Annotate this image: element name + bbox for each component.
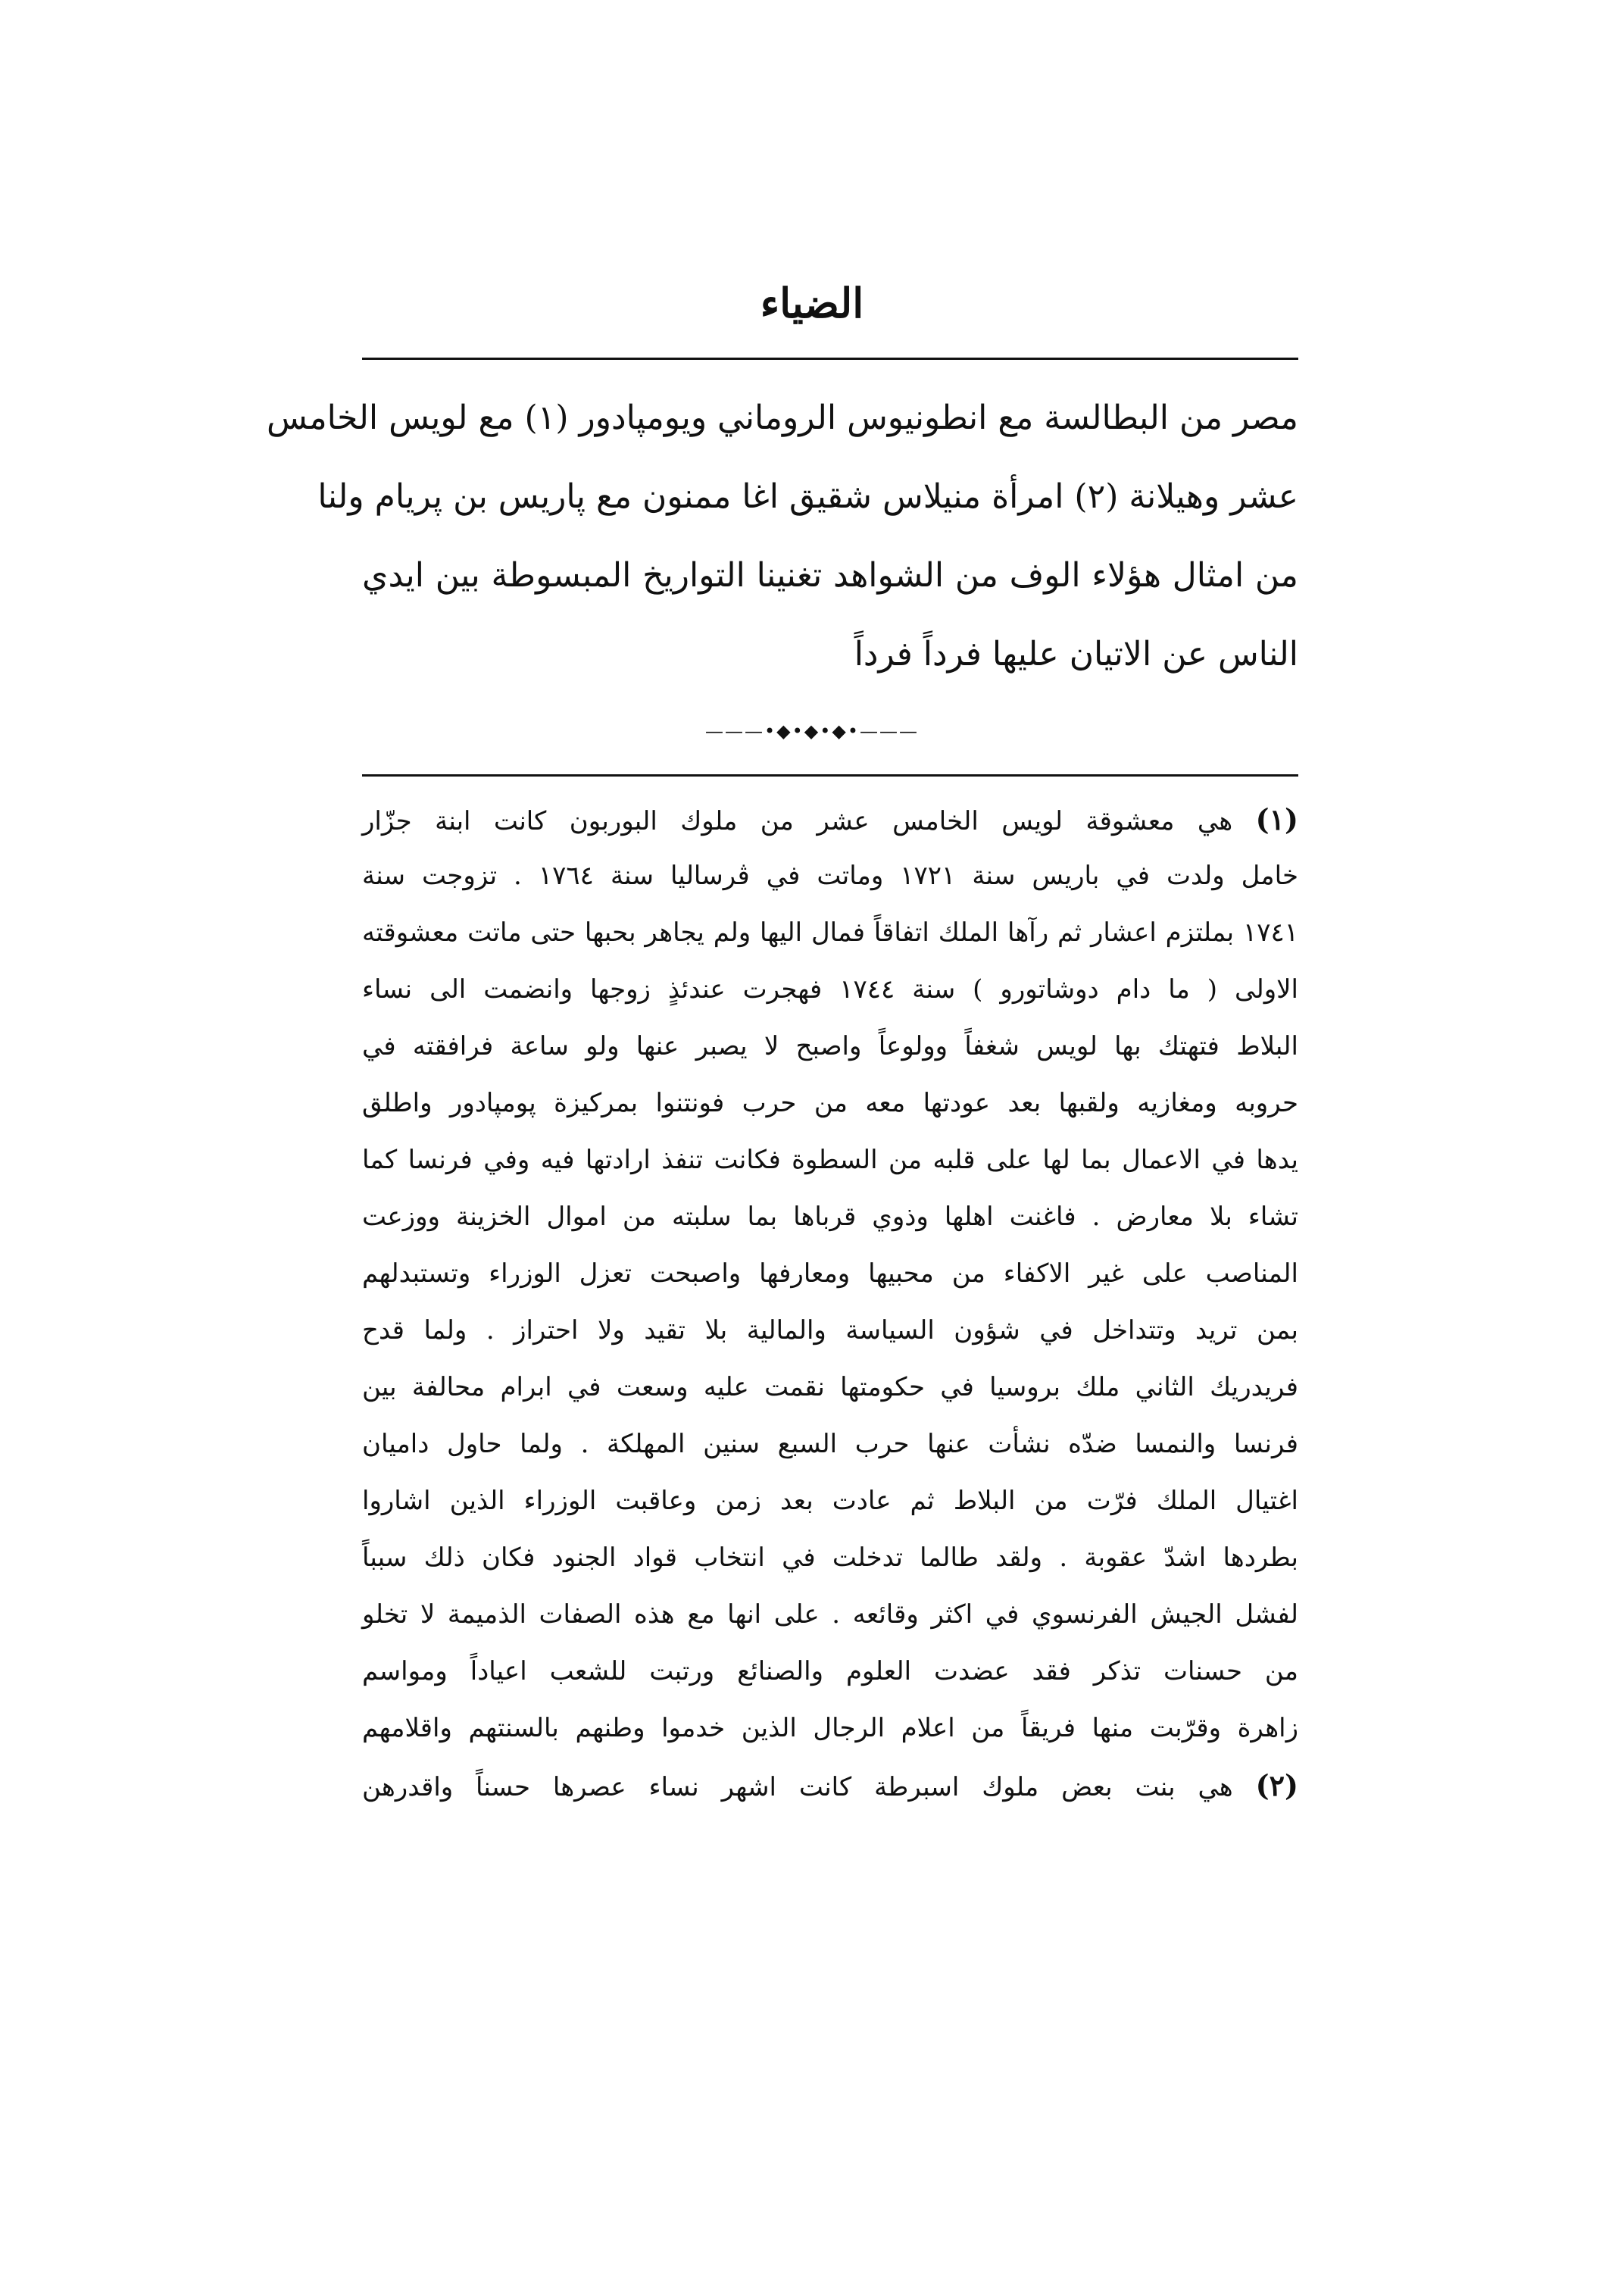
footnote-2-line — [362, 1757, 1298, 1814]
footnote-line: تشاء بلا معارض . فاغنت اهلها وذوي قرباها بما سلبته من اموال الخزينة ووزعت — [362, 1202, 1298, 1232]
footnote-line: حروبه ومغازيه ولقبها بعد عودتها معه من حرب فونتنوا بمركيزة پومپادور واطلق — [362, 1088, 1298, 1118]
footnote-rule — [362, 774, 1298, 777]
footnote-line: فريدريك الثاني ملك بروسيا في حكومتها نقمت عليه وسعت في ابرام محالفة بين — [362, 1372, 1298, 1402]
footnote-1-number: (١) — [1255, 802, 1298, 836]
footnote-line: بمن تريد وتتداخل في شؤون السياسة والمالية بلا تقيد ولا احتراز . ولما قدح — [362, 1315, 1298, 1346]
footnote-line: المناصب على غير الاكفاء من محبيها ومعارفها واصبحت تعزل الوزراء وتستبدلهم — [362, 1258, 1298, 1289]
footnote-line: ١٧٤١ بملتزم اعشار ثم رآها الملك اتفاقاً فمال اليها ولم يجاهر بحبها حتى ماتت معشوقته — [362, 917, 1298, 948]
footnote-line: اغتيال الملك فرّت من البلاط ثم عادت بعد زمن وعاقبت الوزراء الذين اشاروا — [362, 1486, 1298, 1516]
footnote-line: فرنسا والنمسا ضدّه نشأت عنها حرب السبع سنين المهلكة . ولما حاول داميان — [362, 1429, 1298, 1459]
section-ornament: ———•◆•◆•◆•——— — [705, 720, 919, 742]
body-line: عشر وهيلانة (٢) امرأة منيلاس شقيق اغا ممنون مع پاريس بن پريام ولنا — [317, 477, 1298, 516]
footnote-line: بطردها اشدّ عقوبة . ولقد طالما تدخلت في انتخاب قواد الجنود فكان ذلك سبباً — [362, 1542, 1298, 1573]
footnote-line: زاهرة وقرّبت منها فريقاً من اعلام الرجال الذين خدموا وطنهم بالسنتهم واقلامهم — [362, 1713, 1298, 1743]
body-line: من امثال هؤلاء الوف من الشواهد تغنينا التواريخ المبسوطة بين ايدي — [362, 556, 1298, 595]
footnotes — [362, 791, 1298, 1814]
footnote-2-number: (٢) — [1255, 1768, 1299, 1802]
header-rule — [362, 358, 1298, 360]
page-header-title: الضياء — [760, 279, 864, 327]
footnote-line: خامل ولدت في باريس سنة ١٧٢١ وماتت في ڤرساليا سنة ١٧٦٤ . تزوجت سنة — [362, 861, 1298, 891]
footnote-2-text: هي بنت بعض ملوك اسبرطة كانت اشهر نساء عصرها حسناً واقدرهن — [362, 1772, 1233, 1802]
body-line: مصر من البطالسة مع انطونيوس الروماني ويومپادور (١) مع لويس الخامس — [267, 399, 1298, 437]
footnote-line: البلاط فتهتك بها لويس شغفاً وولوعاً واصبح لا يصبر عنها ولو ساعة فرافقته في — [362, 1031, 1298, 1061]
footnote-line: لفشل الجيش الفرنسوي في اكثر وقائعه . على انها مع هذه الصفات الذميمة لا تخلو — [362, 1599, 1298, 1630]
footnote-line: من حسنات تذكر فقد عضدت العلوم والصنائع ورتبت للشعب اعياداً ومواسم — [362, 1656, 1298, 1686]
footnote-1-line — [362, 791, 1298, 848]
body-line: الناس عن الاتيان عليها فرداً فرداً — [854, 635, 1298, 674]
footnote-1-text: هي معشوقة لويس الخامس عشر من ملوك البوربون كانت ابنة جزّار — [362, 806, 1233, 836]
footnote-line: يدها في الاعمال بما لها على قلبه من السطوة فكانت تنفذ ارادتها فيه وفي فرنسا كما — [362, 1145, 1298, 1175]
footnote-line: الاولى ( ما دام دوشاتورو ) سنة ١٧٤٤ فهجرت عندئذٍ زوجها وانضمت الى نساء — [362, 974, 1298, 1005]
body-text — [267, 379, 1298, 694]
